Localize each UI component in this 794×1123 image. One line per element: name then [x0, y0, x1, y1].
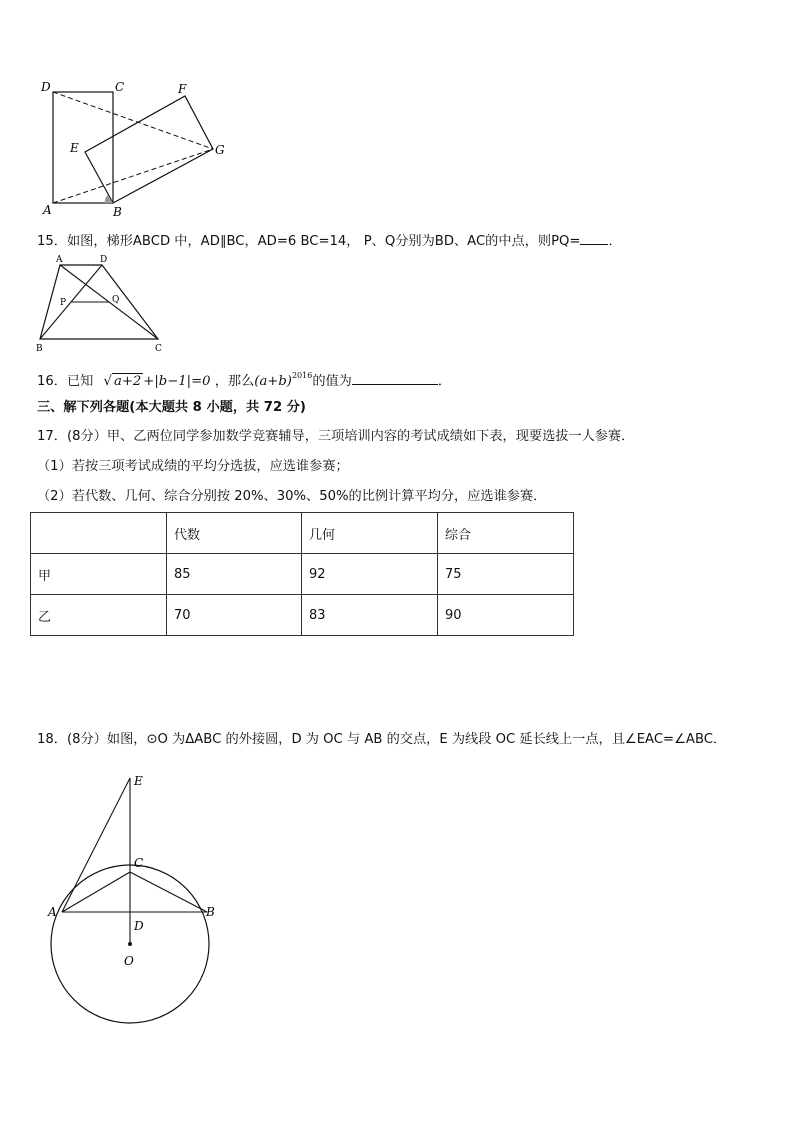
dashed-line-ag — [53, 149, 213, 203]
table-header-cell: 几何 — [302, 513, 438, 554]
label-a: A — [48, 905, 57, 919]
q15-end: ． — [608, 234, 622, 249]
label-p: P — [60, 298, 67, 308]
table-header-cell: 综合 — [438, 513, 574, 554]
label-o: O — [124, 954, 134, 968]
segment-cb — [130, 872, 207, 912]
label-b: B — [206, 905, 215, 919]
table-cell: 甲 — [31, 554, 167, 595]
label-b: B — [113, 205, 122, 219]
table-row — [31, 554, 574, 595]
label-a: A — [43, 203, 52, 217]
q17-stem: 17．(8分）甲、乙两位同学参加数学竞赛辅导，三项培训内容的考试成绩如下表，现要选拔一人参赛． — [37, 429, 635, 444]
label-c: C — [134, 856, 144, 870]
table-cell: 85 — [167, 554, 302, 595]
label-a: A — [56, 255, 63, 265]
label-e: E — [70, 141, 79, 155]
q17-part1: （1）若按三项考试成绩的平均分选拔，应选谁参赛； — [37, 459, 349, 474]
q16-middle: ，那么 — [214, 374, 255, 389]
label-e: E — [134, 774, 143, 788]
table-header-cell — [31, 513, 167, 554]
table-cell: 乙 — [31, 595, 167, 636]
table-cell: 75 — [438, 554, 574, 595]
label-d: D — [100, 255, 108, 265]
table-header-cell: 代数 — [167, 513, 302, 554]
q18-figure-svg — [40, 768, 230, 1033]
q18-figure — [40, 768, 230, 1033]
table-cell: 92 — [302, 554, 438, 595]
q16-prefix: 16．已知 — [37, 374, 94, 389]
label-d: D — [134, 919, 144, 933]
label-q: Q — [112, 295, 120, 305]
center-point — [128, 942, 132, 946]
q17-score-table — [30, 512, 574, 636]
q15-figure — [32, 255, 172, 355]
table-cell: 70 — [167, 595, 302, 636]
q16-suffix: 的值为 — [312, 374, 352, 389]
q15-text: 15．如图，梯形ABCD 中，AD∥BC，AD=6 BC=14， P、Q分别为BD、AC的中点，则PQ= — [37, 234, 581, 249]
label-g: G — [215, 143, 225, 157]
q17-part2: （2）若代数、几何、综合分别按 20%、30%、50%的比例计算平均分，应选谁参赛． — [37, 489, 547, 504]
q14-figure-svg — [35, 74, 235, 224]
q16-exponent: 2016 — [291, 371, 313, 380]
section-heading: 三、解下列各题(本大题共 8 小题，共 72 分) — [37, 400, 306, 415]
table-cell: 90 — [438, 595, 574, 636]
q15-answer-blank[interactable] — [580, 230, 608, 245]
q16-root-inner: a+2 — [113, 374, 142, 389]
q15-figure-svg — [32, 255, 172, 355]
sqrt-sign-icon: √ — [103, 374, 112, 389]
q15-line — [37, 230, 622, 251]
table-header-row — [31, 513, 574, 554]
q16-abs-part: +|b−1|=0 — [143, 374, 211, 389]
quadrilateral-befg — [85, 96, 213, 203]
q14-figure — [35, 74, 235, 224]
q16-line — [37, 367, 451, 391]
q18-stem: 18．(8分）如图，⊙O 为ΔABC 的外接圆，D 为 OC 与 AB 的交点，E 为线段 OC 延长线上一点，且∠EAC=∠ABC． — [37, 732, 727, 747]
label-c: C — [155, 344, 162, 354]
label-c: C — [115, 80, 125, 94]
q16-end: ． — [437, 374, 452, 389]
table-row — [31, 595, 574, 636]
table-cell: 83 — [302, 595, 438, 636]
q16-answer-blank[interactable] — [352, 370, 438, 385]
label-f: F — [178, 82, 187, 96]
label-d: D — [41, 80, 51, 94]
label-b: B — [36, 344, 43, 354]
q16-power-base: (a+b) — [254, 374, 292, 389]
